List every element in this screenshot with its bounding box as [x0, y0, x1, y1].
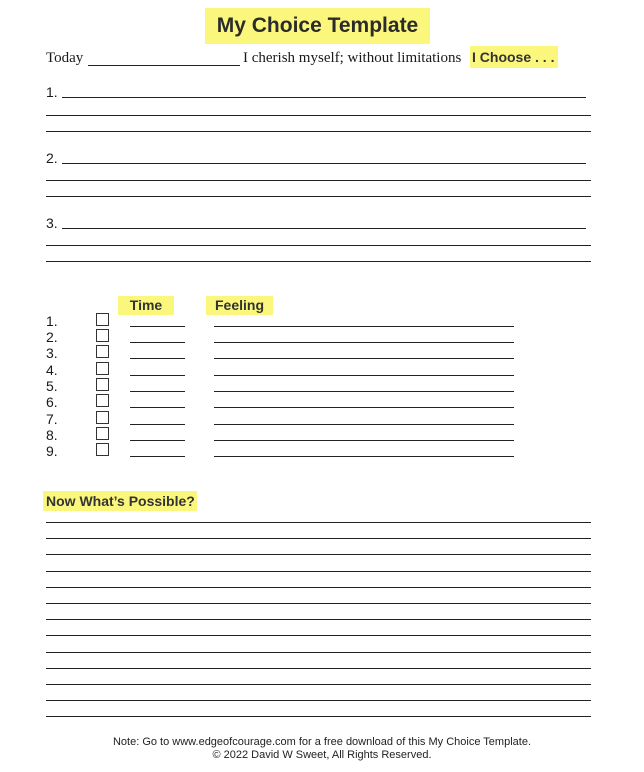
row-number: 9. [46, 443, 58, 459]
feeling-line[interactable] [214, 407, 514, 408]
time-line[interactable] [130, 326, 185, 327]
choice-line[interactable] [46, 115, 591, 116]
row-number: 5. [46, 378, 58, 394]
possible-line[interactable] [46, 603, 591, 604]
feeling-line[interactable] [214, 456, 514, 457]
possible-line[interactable] [46, 554, 591, 555]
choice-line[interactable] [46, 245, 591, 246]
time-line[interactable] [130, 440, 185, 441]
footer-copyright: © 2022 David W Sweet, All Rights Reserved. [212, 749, 432, 761]
row-checkbox[interactable] [96, 345, 109, 358]
choice-line[interactable] [46, 180, 591, 181]
feeling-line[interactable] [214, 391, 514, 392]
time-line[interactable] [130, 407, 185, 408]
time-header: Time [118, 296, 174, 315]
feeling-line[interactable] [214, 375, 514, 376]
choose-label: I Choose . . . [470, 46, 558, 68]
row-checkbox[interactable] [96, 394, 109, 407]
row-checkbox[interactable] [96, 411, 109, 424]
cherish-text: I cherish myself; without limitations [243, 50, 462, 66]
row-number: 1. [46, 313, 58, 329]
possible-line[interactable] [46, 716, 591, 717]
possible-line[interactable] [46, 571, 591, 572]
time-line[interactable] [130, 424, 185, 425]
today-label: Today [46, 50, 84, 66]
choice-number: 2. [46, 150, 58, 166]
possible-line[interactable] [46, 652, 591, 653]
possible-line[interactable] [46, 635, 591, 636]
footer-note: Note: Go to www.edgeofcourage.com for a free download of this My Choice Template. [112, 736, 532, 748]
choice-line[interactable] [62, 163, 586, 164]
today-date-line[interactable] [88, 65, 240, 66]
time-line[interactable] [130, 358, 185, 359]
choice-line[interactable] [46, 131, 591, 132]
time-line[interactable] [130, 375, 185, 376]
page-title: My Choice Template [205, 8, 430, 44]
choice-line[interactable] [46, 196, 591, 197]
feeling-line[interactable] [214, 358, 514, 359]
possible-line[interactable] [46, 538, 591, 539]
row-number: 8. [46, 427, 58, 443]
feeling-line[interactable] [214, 326, 514, 327]
possible-line[interactable] [46, 668, 591, 669]
row-checkbox[interactable] [96, 443, 109, 456]
choice-number: 1. [46, 84, 58, 100]
row-number: 7. [46, 411, 58, 427]
row-number: 3. [46, 345, 58, 361]
choice-number: 3. [46, 215, 58, 231]
possible-line[interactable] [46, 619, 591, 620]
possible-header: Now What’s Possible? [43, 491, 197, 511]
time-line[interactable] [130, 342, 185, 343]
possible-line[interactable] [46, 684, 591, 685]
row-checkbox[interactable] [96, 427, 109, 440]
choice-line[interactable] [62, 97, 586, 98]
row-checkbox[interactable] [96, 329, 109, 342]
row-checkbox[interactable] [96, 378, 109, 391]
row-number: 6. [46, 394, 58, 410]
row-number: 2. [46, 329, 58, 345]
choice-line[interactable] [62, 228, 586, 229]
time-line[interactable] [130, 391, 185, 392]
row-checkbox[interactable] [96, 362, 109, 375]
row-number: 4. [46, 362, 58, 378]
feeling-line[interactable] [214, 424, 514, 425]
possible-line[interactable] [46, 587, 591, 588]
row-checkbox[interactable] [96, 313, 109, 326]
possible-line[interactable] [46, 522, 591, 523]
feeling-line[interactable] [214, 440, 514, 441]
time-line[interactable] [130, 456, 185, 457]
feeling-header: Feeling [206, 296, 273, 315]
choice-line[interactable] [46, 261, 591, 262]
possible-line[interactable] [46, 700, 591, 701]
feeling-line[interactable] [214, 342, 514, 343]
